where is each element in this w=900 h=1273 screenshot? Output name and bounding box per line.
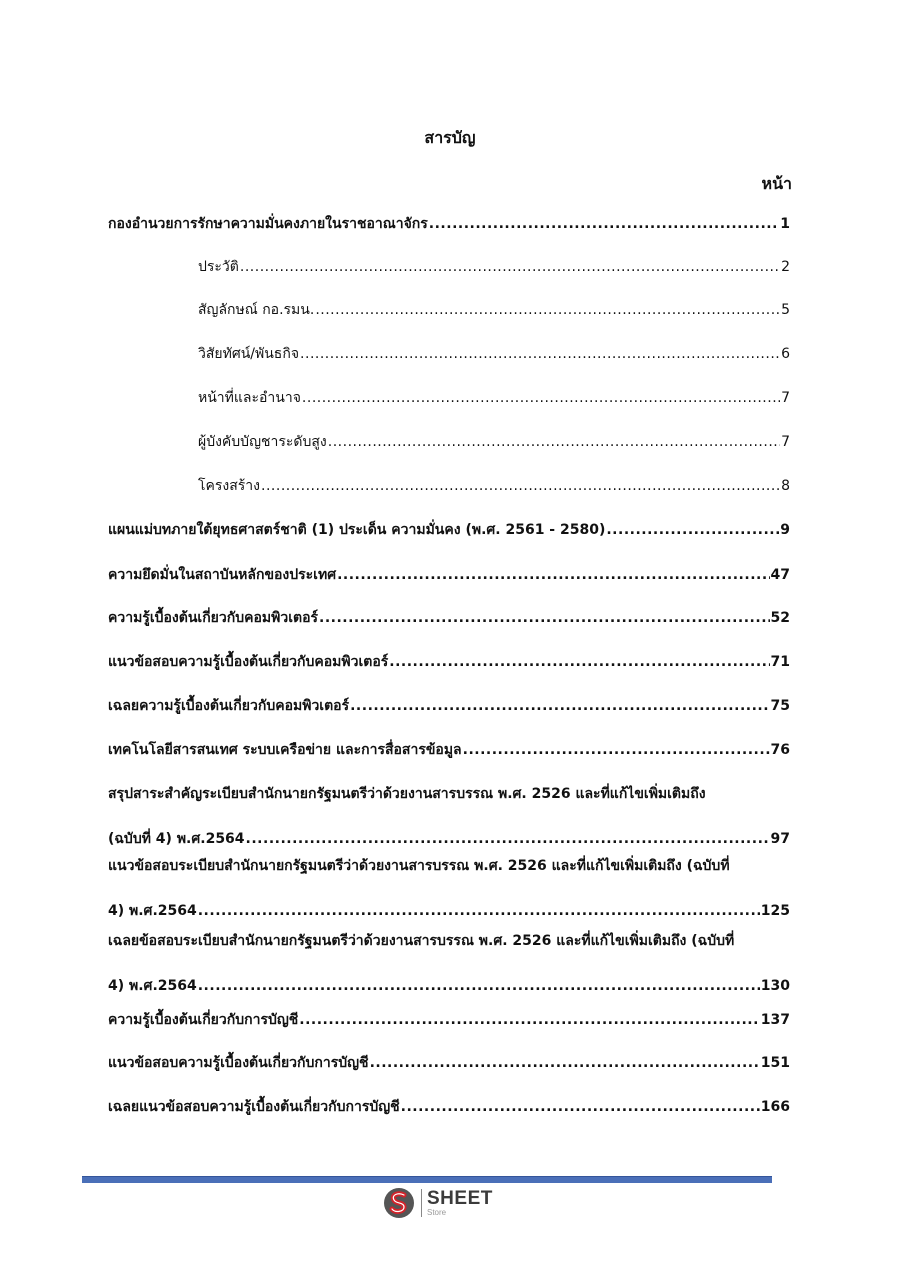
toc-entry-page: 97 bbox=[770, 831, 790, 847]
toc-entry-page: 52 bbox=[770, 610, 790, 626]
toc-entry-title: (ฉบับที่ 4) พ.ศ.2564 bbox=[108, 831, 245, 847]
toc-entry[interactable] bbox=[198, 257, 790, 277]
toc-entry[interactable] bbox=[198, 388, 790, 408]
toc-entry[interactable] bbox=[108, 608, 790, 628]
toc-entry-page: 7 bbox=[781, 390, 790, 406]
toc-entry-page: 7 bbox=[781, 434, 790, 450]
leader-dots bbox=[261, 476, 780, 496]
toc-entry[interactable] bbox=[108, 565, 790, 585]
sheet-store-logo-icon bbox=[382, 1186, 416, 1220]
toc-entry-page: 125 bbox=[760, 903, 790, 919]
toc-entry[interactable] bbox=[108, 1010, 790, 1030]
toc-entry-title: วิสัยทัศน์/พันธกิจ bbox=[198, 346, 300, 362]
leader-dots bbox=[299, 1010, 759, 1030]
toc-entry-page: 151 bbox=[760, 1055, 790, 1071]
sheet-store-logo bbox=[382, 1186, 493, 1220]
leader-dots bbox=[240, 257, 780, 277]
toc-entry-title: 4) พ.ศ.2564 bbox=[108, 978, 197, 994]
leader-dots bbox=[429, 214, 779, 234]
toc-entry-title-line1: เฉลยข้อสอบระเบียบสำนักนายกรัฐมนตรีว่าด้วยงานสารบรรณ พ.ศ. 2526 และที่แก้ไขเพิ่มเติมถึง (ฉบับที่ bbox=[108, 933, 735, 949]
leader-dots bbox=[198, 901, 760, 921]
toc-entry[interactable] bbox=[198, 432, 790, 452]
leader-dots bbox=[401, 1097, 760, 1117]
toc-entry[interactable] bbox=[108, 214, 790, 234]
toc-entry-page: 137 bbox=[760, 1012, 790, 1028]
toc-entry-page: 130 bbox=[760, 978, 790, 994]
toc-entry-title: เฉลยแนวข้อสอบความรู้เบื้องต้นเกี่ยวกับการบัญชี bbox=[108, 1099, 400, 1115]
leader-dots bbox=[315, 300, 780, 320]
toc-entry[interactable] bbox=[198, 344, 790, 364]
logo-subword: Store bbox=[427, 1208, 447, 1217]
toc-entry-title: โครงสร้าง bbox=[198, 478, 261, 494]
leader-dots bbox=[198, 976, 760, 996]
toc-entry-page: 47 bbox=[770, 567, 790, 583]
toc-entry-title: ผู้บังคับบัญชาระดับสูง bbox=[198, 434, 327, 450]
toc-entry[interactable] bbox=[108, 520, 790, 540]
toc-entry-page: 76 bbox=[770, 742, 790, 758]
logo-word: SHEET bbox=[427, 1188, 493, 1209]
toc-entry-title: ความรู้เบื้องต้นเกี่ยวกับคอมพิวเตอร์ bbox=[108, 610, 318, 626]
toc-entry-page: 6 bbox=[781, 346, 790, 362]
leader-dots bbox=[328, 432, 780, 452]
toc-entry-page: 166 bbox=[760, 1099, 790, 1115]
toc-entry-title: แนวข้อสอบความรู้เบื้องต้นเกี่ยวกับคอมพิวเตอร์ bbox=[108, 654, 389, 670]
toc-entry[interactable] bbox=[108, 856, 790, 921]
toc-entry-title: สัญลักษณ์ กอ.รมน. bbox=[198, 302, 315, 318]
leader-dots bbox=[319, 608, 770, 628]
leader-dots bbox=[337, 565, 769, 585]
toc-entry-title: แผนแม่บทภายใต้ยุทธศาสตร์ชาติ (1) ประเด็น ความมั่นคง (พ.ศ. 2561 - 2580) bbox=[108, 522, 606, 538]
toc-entry-page: 2 bbox=[781, 259, 790, 275]
toc-entry-title: ความยึดมั่นในสถาบันหลักของประเทศ bbox=[108, 567, 337, 583]
toc-entry[interactable] bbox=[108, 740, 790, 760]
leader-dots bbox=[389, 652, 769, 672]
toc-entry[interactable] bbox=[108, 1097, 790, 1117]
toc-entry[interactable] bbox=[108, 1053, 790, 1073]
leader-dots bbox=[246, 829, 770, 849]
toc-entry[interactable] bbox=[108, 784, 790, 849]
toc-entry-page: 5 bbox=[781, 302, 790, 318]
leader-dots bbox=[302, 388, 780, 408]
toc-entry-title-line1: แนวข้อสอบระเบียบสำนักนายกรัฐมนตรีว่าด้วยงานสารบรรณ พ.ศ. 2526 และที่แก้ไขเพิ่มเติมถึง (ฉบับที่ bbox=[108, 858, 730, 874]
toc-entry[interactable] bbox=[198, 300, 790, 320]
toc-entry[interactable] bbox=[108, 652, 790, 672]
toc-entry-title: ประวัติ bbox=[198, 259, 239, 275]
toc-entry-title-line1: สรุปสาระสำคัญระเบียบสำนักนายกรัฐมนตรีว่าด้วยงานสารบรรณ พ.ศ. 2526 และที่แก้ไขเพิ่มเติมถึง bbox=[108, 786, 706, 802]
footer-rule bbox=[82, 1176, 772, 1183]
leader-dots bbox=[300, 344, 780, 364]
toc-entry-title: ความรู้เบื้องต้นเกี่ยวกับการบัญชี bbox=[108, 1012, 299, 1028]
toc-entry-page: 1 bbox=[780, 216, 790, 232]
toc-entry-page: 75 bbox=[770, 698, 790, 714]
page-title: สารบัญ bbox=[424, 128, 476, 147]
leader-dots bbox=[350, 696, 769, 716]
page-column-label: หน้า bbox=[761, 174, 792, 193]
toc-entry-title: เทคโนโลยีสารสนเทศ ระบบเครือข่าย และการสื่อสารข้อมูล bbox=[108, 742, 462, 758]
toc-entry[interactable] bbox=[108, 931, 790, 996]
logo-divider bbox=[421, 1189, 422, 1217]
leader-dots bbox=[463, 740, 770, 760]
toc-entry-page: 9 bbox=[780, 522, 790, 538]
toc-entry-page: 8 bbox=[781, 478, 790, 494]
toc-entry-title: กองอำนวยการรักษาความมั่นคงภายในราชอาณาจักร bbox=[108, 216, 428, 232]
toc-entry-title: 4) พ.ศ.2564 bbox=[108, 903, 197, 919]
toc-entry-page: 71 bbox=[770, 654, 790, 670]
toc-entry[interactable] bbox=[108, 696, 790, 716]
toc-entry-title: หน้าที่และอำนาจ bbox=[198, 390, 301, 406]
leader-dots bbox=[606, 520, 779, 540]
toc-entry-title: แนวข้อสอบความรู้เบื้องต้นเกี่ยวกับการบัญชี bbox=[108, 1055, 369, 1071]
toc-entry-title: เฉลยความรู้เบื้องต้นเกี่ยวกับคอมพิวเตอร์ bbox=[108, 698, 350, 714]
toc-entry[interactable] bbox=[198, 476, 790, 496]
logo-text bbox=[427, 1189, 493, 1217]
leader-dots bbox=[370, 1053, 760, 1073]
